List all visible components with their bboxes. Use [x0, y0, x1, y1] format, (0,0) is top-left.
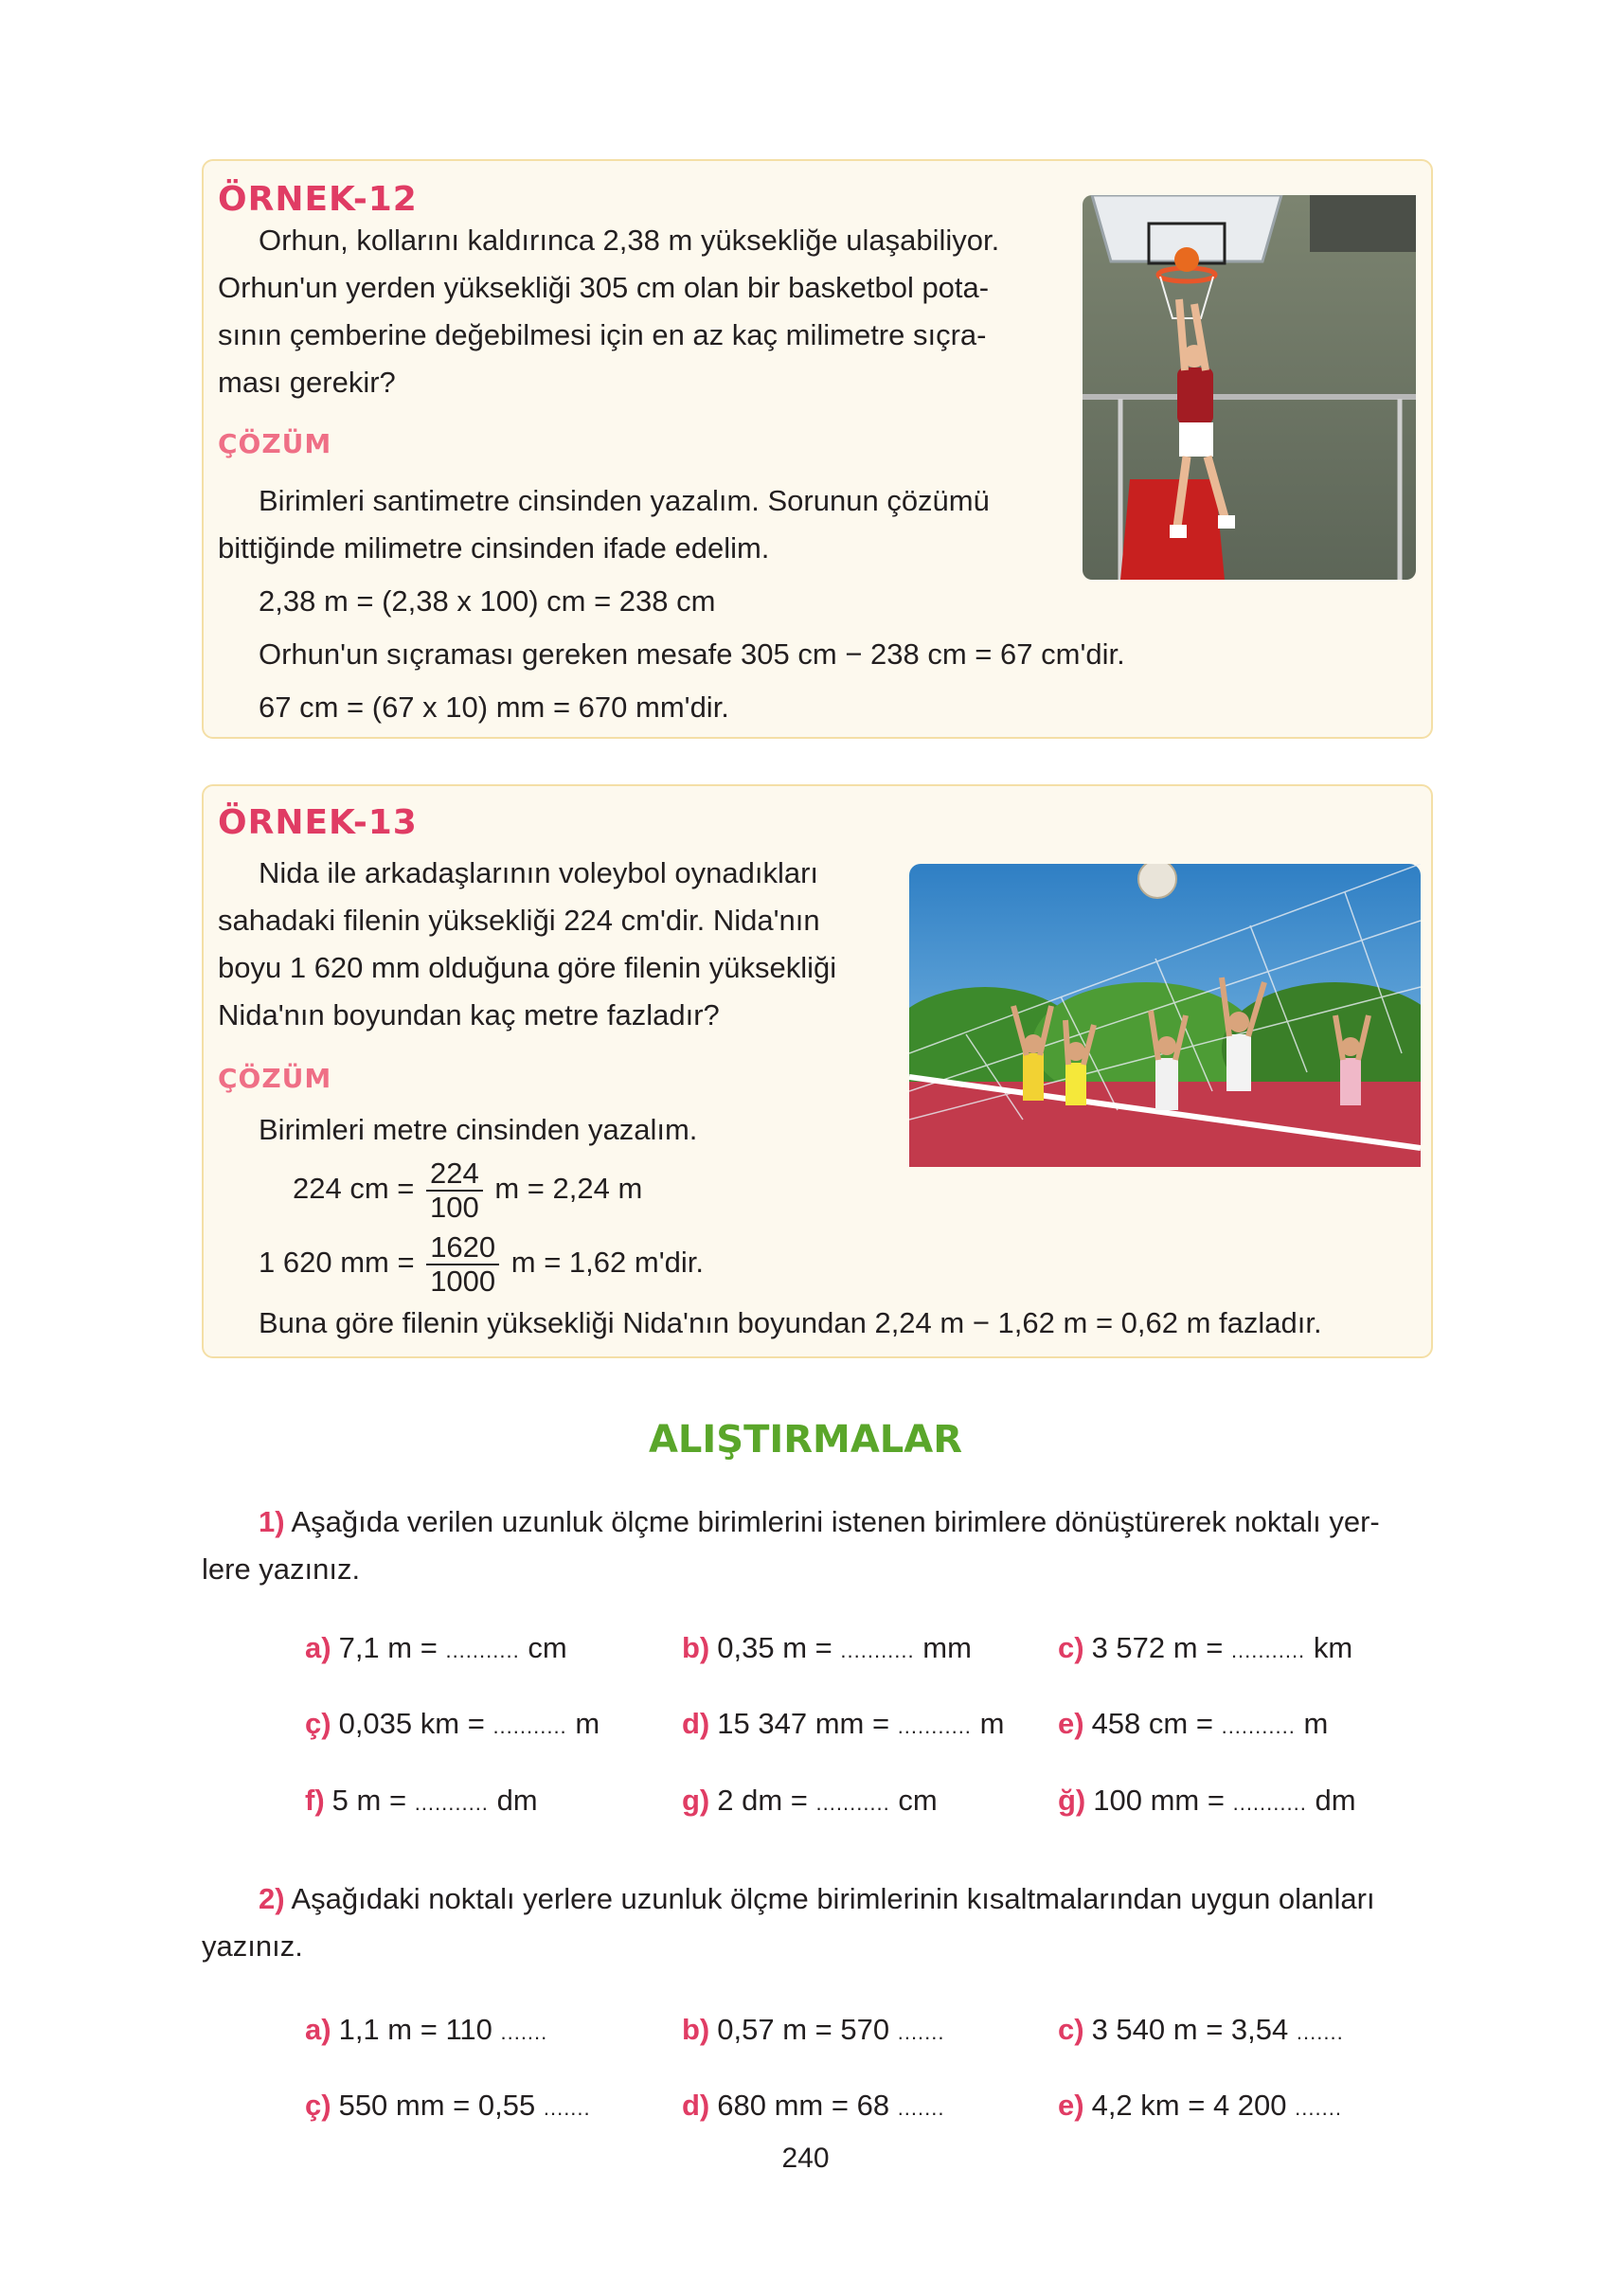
solution-label: ÇÖZÜM — [218, 428, 332, 459]
exercise-item: e) 458 cm = ........... m — [1058, 1707, 1329, 1740]
exercise-item: d) 15 347 mm = ........... m — [682, 1707, 1005, 1740]
volleyball-photo — [909, 864, 1421, 1167]
answer-blank[interactable]: ....... — [1295, 2096, 1342, 2120]
question-number: 1) — [259, 1505, 285, 1538]
problem-line: Nida'nın boyundan kaç metre fazladır? — [218, 998, 720, 1031]
answer-blank[interactable]: ........... — [445, 1639, 520, 1662]
question-1 — [259, 1498, 1380, 1546]
question-text: Aşağıda verilen uzunluk ölçme birimlerini istenen birimlere dönüştürerek noktalı yer- — [291, 1505, 1380, 1538]
exercise-item: d) 680 mm = 68 ....... — [682, 2089, 945, 2122]
answer-blank[interactable]: ....... — [543, 2096, 591, 2120]
equation-left: 1 620 mm = — [259, 1246, 415, 1280]
equation-left: 224 cm = — [293, 1172, 415, 1206]
equation-right: m = 2,24 m — [494, 1172, 643, 1206]
numerator: 224 — [426, 1157, 483, 1192]
answer-blank[interactable]: ........... — [1221, 1714, 1296, 1738]
answer-blank[interactable]: ....... — [500, 2020, 548, 2044]
question-2 — [259, 1875, 1375, 1923]
answer-blank[interactable]: ........... — [414, 1791, 489, 1815]
exercise-item: ğ) 100 mm = ........... dm — [1058, 1784, 1356, 1817]
exercise-item: ç) 0,035 km = ........... m — [305, 1707, 600, 1740]
answer-blank[interactable]: ........... — [1232, 1791, 1307, 1815]
answer-blank[interactable]: ........... — [840, 1639, 915, 1662]
problem-line: Orhun, kollarını kaldırınca 2,38 m yüksekliğe ulaşabiliyor. — [259, 224, 1000, 257]
exercise-item: c) 3 540 m = 3,54 ....... — [1058, 2013, 1344, 2046]
solution-line: bittiğinde milimetre cinsinden ifade edelim. — [218, 531, 770, 565]
problem-line: ması gerekir? — [218, 366, 396, 399]
answer-blank[interactable]: ....... — [897, 2096, 945, 2120]
solution-line: Orhun'un sıçraması gereken mesafe 305 cm − 238 cm = 67 cm'dir. — [259, 637, 1125, 671]
page-number: 240 — [781, 2143, 830, 2174]
exercise-item: b) 0,35 m = ........... mm — [682, 1631, 972, 1664]
denominator: 1000 — [430, 1265, 496, 1298]
exercise-item: b) 0,57 m = 570 ....... — [682, 2013, 945, 2046]
fraction — [426, 1157, 483, 1224]
problem-line: Nida ile arkadaşlarının voleybol oynadıkları — [259, 856, 819, 889]
denominator: 100 — [430, 1191, 479, 1224]
numerator: 1620 — [426, 1231, 499, 1265]
solution-label: ÇÖZÜM — [218, 1063, 332, 1094]
basketball-photo — [1083, 195, 1416, 580]
question-2-continued: yazınız. — [202, 1929, 303, 1963]
problem-line: sahadaki filenin yüksekliği 224 cm'dir. Nida'nın — [218, 904, 820, 937]
solution-line: 67 cm = (67 x 10) mm = 670 mm'dir. — [259, 691, 729, 724]
exercise-item: a) 7,1 m = ........... cm — [305, 1631, 567, 1664]
answer-blank[interactable]: ........... — [1230, 1639, 1306, 1662]
conclusion: Buna göre filenin yüksekliği Nida'nın boyundan 2,24 m − 1,62 m = 0,62 m fazladır. — [259, 1306, 1322, 1339]
equation-1 — [293, 1157, 642, 1224]
question-number: 2) — [259, 1882, 285, 1915]
exercise-item: f) 5 m = ........... dm — [305, 1784, 538, 1817]
answer-blank[interactable]: ....... — [897, 2020, 945, 2044]
problem-line: Orhun'un yerden yüksekliği 305 cm olan bir basketbol pota- — [218, 271, 990, 304]
question-1-continued: lere yazınız. — [202, 1552, 361, 1586]
exercises-title: ALIŞTIRMALAR — [648, 1418, 963, 1462]
equation-2 — [259, 1231, 704, 1298]
exercise-item: ç) 550 mm = 0,55 ....... — [305, 2089, 591, 2122]
question-text: Aşağıdaki noktalı yerlere uzunluk ölçme birimlerinin kısaltmalarından uygun olanları — [291, 1882, 1375, 1915]
exercise-item: a) 1,1 m = 110 ....... — [305, 2013, 548, 2046]
problem-line: sının çemberine değebilmesi için en az kaç milimetre sıçra- — [218, 318, 987, 351]
solution-line: 2,38 m = (2,38 x 100) cm = 238 cm — [259, 584, 716, 618]
example-13-heading: ÖRNEK-13 — [218, 803, 418, 842]
exercise-item: e) 4,2 km = 4 200 ....... — [1058, 2089, 1342, 2122]
answer-blank[interactable]: ........... — [897, 1714, 972, 1738]
exercise-item: c) 3 572 m = ........... km — [1058, 1631, 1353, 1664]
example-12-heading: ÖRNEK-12 — [218, 180, 418, 219]
solution-line: Birimleri metre cinsinden yazalım. — [259, 1113, 698, 1146]
answer-blank[interactable]: ....... — [1296, 2020, 1344, 2044]
fraction — [426, 1231, 499, 1298]
problem-line: boyu 1 620 mm olduğuna göre filenin yüksekliği — [218, 951, 837, 984]
answer-blank[interactable]: ........... — [815, 1791, 890, 1815]
solution-line: Birimleri santimetre cinsinden yazalım. Sorunun çözümü — [259, 484, 990, 517]
exercise-item: g) 2 dm = ........... cm — [682, 1784, 938, 1817]
answer-blank[interactable]: ........... — [492, 1714, 567, 1738]
equation-right: m = 1,62 m'dir. — [510, 1246, 704, 1280]
